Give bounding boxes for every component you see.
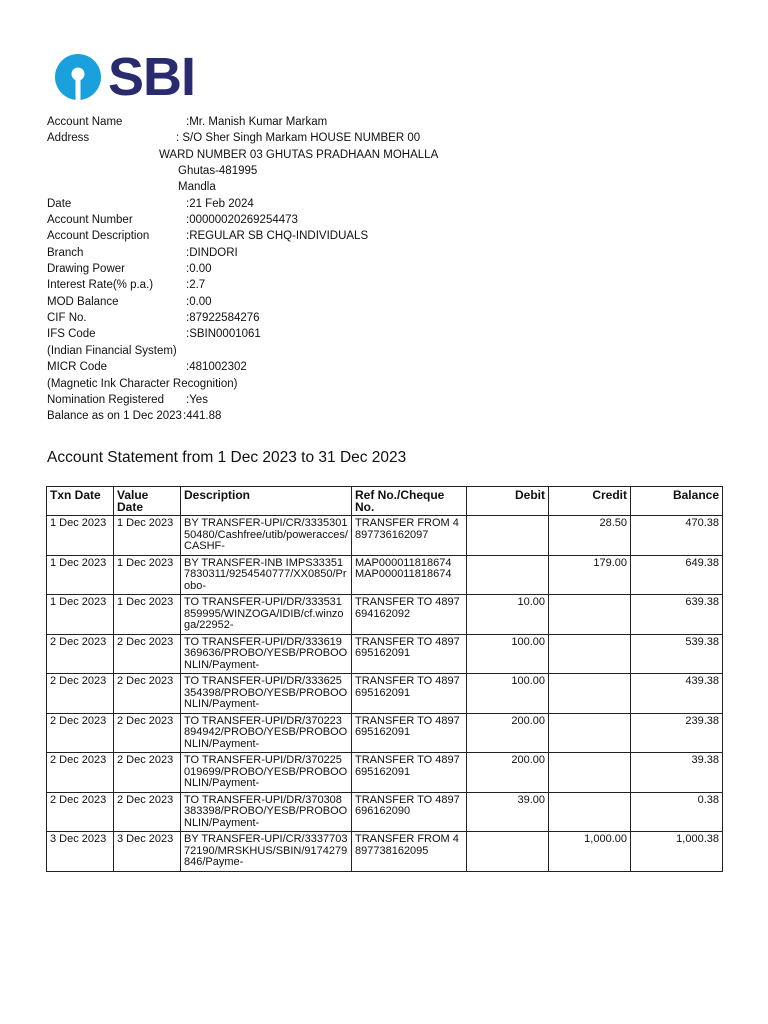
- info-label: Nomination Registered: [47, 393, 164, 406]
- info-label: IFS Code: [47, 328, 96, 341]
- cell-credit: 28.50: [549, 516, 631, 556]
- info-value: :441.88: [183, 410, 222, 423]
- cell-debit: [467, 832, 549, 872]
- cell-balance: 0.38: [631, 792, 723, 832]
- info-value: :REGULAR SB CHQ-INDIVIDUALS: [186, 230, 369, 243]
- cell-description: TO TRANSFER-UPI/DR/333619369636/PROBO/YESB/PROBOONLIN/Payment-: [181, 634, 352, 674]
- info-label: Account Number: [47, 214, 133, 227]
- info-label: (Magnetic Ink Character Recognition): [47, 377, 238, 390]
- col-header-credit: Credit: [549, 487, 631, 516]
- cell-description: BY TRANSFER-UPI/CR/333770372190/MRSKHUS/SBIN/9174279846/Payme-: [181, 832, 352, 872]
- cell-description: TO TRANSFER-UPI/DR/333625354398/PROBO/YESB/PROBOONLIN/Payment-: [181, 674, 352, 714]
- info-row: [47, 212, 687, 228]
- cell-txn-date: 2 Dec 2023: [47, 713, 114, 753]
- info-value: :SBIN0001061: [186, 328, 261, 341]
- cell-debit: [467, 555, 549, 595]
- info-label: Drawing Power: [47, 263, 125, 276]
- cell-credit: [549, 674, 631, 714]
- cell-txn-date: 3 Dec 2023: [47, 832, 114, 872]
- cell-txn-date: 1 Dec 2023: [47, 555, 114, 595]
- cell-description: BY TRANSFER-UPI/CR/333530150480/Cashfree/utib/poweracces/CASHF-: [181, 516, 352, 556]
- cell-debit: 39.00: [467, 792, 549, 832]
- cell-txn-date: 2 Dec 2023: [47, 674, 114, 714]
- cell-debit: 100.00: [467, 674, 549, 714]
- table-row: [47, 595, 723, 635]
- cell-value-date: 1 Dec 2023: [114, 516, 181, 556]
- cell-value-date: 2 Dec 2023: [114, 674, 181, 714]
- info-row: [47, 130, 687, 146]
- cell-debit: 200.00: [467, 713, 549, 753]
- info-row: [47, 147, 687, 163]
- cell-value-date: 2 Dec 2023: [114, 792, 181, 832]
- cell-txn-date: 2 Dec 2023: [47, 753, 114, 793]
- info-row: [47, 376, 687, 392]
- cell-value-date: 2 Dec 2023: [114, 753, 181, 793]
- cell-ref: TRANSFER FROM 4897738162095: [352, 832, 467, 872]
- info-value: :00000020269254473: [186, 214, 298, 227]
- table-row: [47, 516, 723, 556]
- info-row: [47, 261, 687, 277]
- sbi-keyhole-icon: [54, 53, 102, 101]
- col-header-value-date: Value Date: [114, 487, 181, 516]
- info-value: WARD NUMBER 03 GHUTAS PRADHAAN MOHALLA: [159, 148, 439, 161]
- table-row: [47, 753, 723, 793]
- info-value: :Yes: [186, 393, 208, 406]
- cell-description: TO TRANSFER-UPI/DR/370223894942/PROBO/YESB/PROBOONLIN/Payment-: [181, 713, 352, 753]
- cell-value-date: 2 Dec 2023: [114, 634, 181, 674]
- cell-ref: TRANSFER FROM 4897736162097: [352, 516, 467, 556]
- info-value: :2.7: [186, 279, 206, 292]
- info-value: :0.00: [186, 295, 212, 308]
- cell-credit: [549, 713, 631, 753]
- cell-description: TO TRANSFER-UPI/DR/370225019699/PROBO/YESB/PROBOONLIN/Payment-: [181, 753, 352, 793]
- info-row: [47, 277, 687, 293]
- col-header-description: Description: [181, 487, 352, 516]
- info-value: : S/O Sher Singh Markam HOUSE NUMBER 00: [176, 132, 421, 145]
- cell-debit: 100.00: [467, 634, 549, 674]
- info-label: CIF No.: [47, 312, 87, 325]
- info-row: [47, 326, 687, 342]
- cell-ref: TRANSFER TO 4897695162091: [352, 634, 467, 674]
- info-value: :21 Feb 2024: [186, 197, 254, 210]
- cell-debit: 10.00: [467, 595, 549, 635]
- statement-table-body: [47, 516, 723, 872]
- cell-balance: 239.38: [631, 713, 723, 753]
- cell-credit: [549, 595, 631, 635]
- table-row: [47, 634, 723, 674]
- info-label: Branch: [47, 246, 84, 259]
- cell-credit: 179.00: [549, 555, 631, 595]
- table-row: [47, 792, 723, 832]
- cell-txn-date: 1 Dec 2023: [47, 516, 114, 556]
- cell-value-date: 1 Dec 2023: [114, 555, 181, 595]
- info-value: :0.00: [186, 263, 212, 276]
- info-row: [47, 310, 687, 326]
- cell-ref: TRANSFER TO 4897695162091: [352, 674, 467, 714]
- cell-ref: MAP000011818674 MAP000011818674: [352, 555, 467, 595]
- info-value: :Mr. Manish Kumar Markam: [186, 116, 328, 128]
- cell-ref: TRANSFER TO 4897694162092: [352, 595, 467, 635]
- col-header-txn-date: Txn Date: [47, 487, 114, 516]
- statement-table: [46, 486, 723, 872]
- cell-txn-date: 2 Dec 2023: [47, 792, 114, 832]
- info-label: Address: [47, 132, 90, 145]
- table-row: [47, 674, 723, 714]
- account-info: [47, 114, 687, 425]
- info-label: (Indian Financial System): [47, 344, 177, 357]
- cell-balance: 39.38: [631, 753, 723, 793]
- info-row: [47, 114, 687, 130]
- col-header-balance: Balance: [631, 487, 723, 516]
- info-value: :481002302: [186, 361, 247, 374]
- cell-value-date: 3 Dec 2023: [114, 832, 181, 872]
- info-value: :DINDORI: [186, 246, 238, 259]
- logo-text: SBI: [108, 47, 196, 107]
- cell-ref: TRANSFER TO 4897695162091: [352, 753, 467, 793]
- cell-debit: 200.00: [467, 753, 549, 793]
- col-header-ref: Ref No./Cheque No.: [352, 487, 467, 516]
- info-label: MICR Code: [47, 361, 108, 374]
- info-value: Ghutas-481995: [178, 165, 258, 178]
- col-header-debit: Debit: [467, 487, 549, 516]
- info-row: [47, 343, 687, 359]
- cell-txn-date: 1 Dec 2023: [47, 595, 114, 635]
- info-value: :87922584276: [186, 312, 260, 325]
- cell-balance: 1,000.38: [631, 832, 723, 872]
- info-row: [47, 392, 687, 408]
- table-header-row: [47, 487, 723, 516]
- cell-credit: 1,000.00: [549, 832, 631, 872]
- cell-value-date: 1 Dec 2023: [114, 595, 181, 635]
- info-row: [47, 245, 687, 261]
- info-row: [47, 163, 687, 179]
- info-row: [47, 359, 687, 375]
- table-row: [47, 832, 723, 872]
- cell-balance: 649.38: [631, 555, 723, 595]
- info-label: Account Name: [47, 116, 123, 128]
- sbi-logo: [54, 47, 196, 107]
- info-label: Account Description: [47, 230, 150, 243]
- cell-balance: 639.38: [631, 595, 723, 635]
- cell-description: BY TRANSFER-INB IMPS333517830311/9254540777/XX0850/Probo-: [181, 555, 352, 595]
- cell-txn-date: 2 Dec 2023: [47, 634, 114, 674]
- cell-balance: 439.38: [631, 674, 723, 714]
- info-row: [47, 228, 687, 244]
- info-label: Interest Rate(% p.a.): [47, 279, 154, 292]
- cell-value-date: 2 Dec 2023: [114, 713, 181, 753]
- table-row: [47, 713, 723, 753]
- cell-credit: [549, 792, 631, 832]
- cell-description: TO TRANSFER-UPI/DR/333531859995/WINZOGA/IDIB/cf.winzoga/22952-: [181, 595, 352, 635]
- info-value: Mandla: [178, 181, 216, 194]
- info-row: [47, 196, 687, 212]
- cell-ref: TRANSFER TO 4897696162090: [352, 792, 467, 832]
- cell-credit: [549, 634, 631, 674]
- cell-balance: 470.38: [631, 516, 723, 556]
- cell-ref: TRANSFER TO 4897695162091: [352, 713, 467, 753]
- cell-balance: 539.38: [631, 634, 723, 674]
- cell-debit: [467, 516, 549, 556]
- info-label: MOD Balance: [47, 295, 119, 308]
- info-label: Date: [47, 197, 72, 210]
- info-row: [47, 294, 687, 310]
- cell-description: TO TRANSFER-UPI/DR/370308383398/PROBO/YESB/PROBOONLIN/Payment-: [181, 792, 352, 832]
- info-row: [47, 179, 687, 195]
- table-row: [47, 555, 723, 595]
- statement-heading: Account Statement from 1 Dec 2023 to 31 Dec 2023: [47, 449, 407, 466]
- info-row: [47, 408, 687, 424]
- cell-credit: [549, 753, 631, 793]
- info-label: Balance as on 1 Dec 2023: [47, 410, 182, 423]
